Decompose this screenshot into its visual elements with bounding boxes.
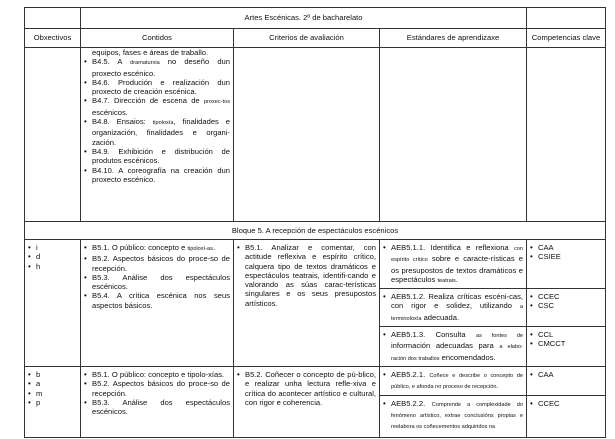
title-empty-cell (527, 8, 606, 29)
content-item (92, 379, 230, 398)
item-text: B5.1. O público: concepto e (92, 243, 188, 252)
standard-item (391, 399, 523, 433)
header-criteria: Criterios de avaliación (234, 29, 380, 48)
standard-list (380, 327, 526, 366)
content-item (92, 48, 230, 57)
competencies-list (527, 327, 605, 351)
column-header-row (25, 29, 606, 48)
competency-item: • CCEC (538, 292, 602, 301)
standard-small-text: teatrais (437, 277, 456, 284)
competencies-cell (527, 48, 606, 222)
standards-cell (380, 48, 527, 222)
title-row (25, 8, 606, 29)
item-text: B5.4. A crítica escénica nos seus aspectos básicos. (92, 291, 230, 310)
objective-item: • p (36, 398, 77, 407)
standard-item (391, 330, 523, 364)
competencies-list (527, 396, 605, 410)
item-small-text: tipoloxía (152, 120, 174, 127)
criterion-item: • B5.2. Coñecer o concepto de pú-blico, e realizar unha lectura refle-xiva e crítica do acontecer artístico e cultural, con rigor e coherencia. (245, 370, 376, 407)
competency-item: • CCEC (538, 399, 602, 408)
standard-list (380, 240, 526, 288)
content-item (92, 254, 230, 273)
item-text: escénicos. (92, 107, 128, 117)
criteria-list (234, 367, 379, 409)
competency-item: • CMCCT (538, 339, 602, 348)
competency-item: • CAA (538, 243, 602, 252)
item-text: B5.2. Aspectos básicos do proce-so de recepción. (92, 254, 230, 273)
standard-list (380, 367, 526, 395)
standard-text: . (455, 274, 458, 284)
content-item (92, 57, 230, 78)
item-text: B4.8. Ensaios: (92, 117, 153, 127)
standard-small-text: Coñece e describe o concepto de público, e afonda no proceso de recepción. (391, 372, 524, 391)
competencies-cell (527, 366, 606, 395)
content-item (92, 398, 230, 417)
standard-item (391, 370, 523, 393)
standard-cell (380, 366, 527, 395)
item-text: B5.2. Aspectos básicos do proce-so de recepción. (92, 379, 230, 398)
standard-list (380, 289, 526, 326)
content-item (92, 273, 230, 292)
content-item (92, 78, 230, 97)
objective-item: • i (36, 243, 77, 252)
contents-cell (81, 240, 234, 367)
item-text: B5.3. Análise dos espectáculos escénicos. (92, 272, 230, 292)
standard-cell (380, 289, 527, 327)
criteria-list (234, 240, 379, 310)
standard-small-text: as fontes de (475, 333, 523, 340)
contents-list (81, 367, 233, 418)
contents-cell (81, 366, 234, 437)
standard-cell (380, 395, 527, 437)
block-title-row (25, 222, 606, 240)
standard-text: AEB5.2.2. (391, 398, 432, 408)
standard-list (380, 396, 526, 435)
contents-cell (81, 48, 234, 222)
item-text: . (212, 243, 216, 252)
standard-text: sobre e caracte-rísticas e os presupostos de textos dramáticos e espectáculos (391, 254, 523, 284)
content-item (92, 243, 230, 254)
item-text: B4.6. Produción e realización dun proxecto de creación escénica. (92, 77, 230, 97)
standard-text: AEB5.1.3. Consulta (391, 330, 476, 340)
continued-row (25, 48, 606, 222)
competencies-list (527, 289, 605, 313)
item-small-text: tipoloxí-as (187, 246, 213, 252)
objectives-cell (25, 240, 81, 367)
block-title: Bloque 5. A recepción de espectáculos escénicos (25, 222, 606, 240)
objective-item: • a (36, 379, 77, 388)
competency-item: • CSIEE (538, 252, 602, 261)
header-contents: Contidos (81, 29, 234, 48)
standard-small-text: Comprende a complexidade do fenómeno artístico, extrae conclusións propias e reelabora os coñecementos adquiridos na (391, 401, 523, 431)
competencies-cell (527, 327, 606, 367)
contents-list (81, 240, 233, 312)
standard-text: AEB5.1.2. Realiza críticas escéni-cas, con rigor e solidez, utilizando (391, 292, 523, 311)
standard-text: encomendados. (439, 352, 496, 362)
competencies-list (527, 367, 605, 381)
content-item (92, 147, 230, 166)
item-text: B5.3. Análise dos espectáculos escénicos. (92, 397, 230, 417)
item-text: no deseño dun proxecto escénico. (92, 57, 230, 78)
item-text: B4.7. Dirección de escena de (92, 96, 204, 106)
content-item (92, 96, 230, 117)
content-item (92, 166, 230, 185)
standard-small-text: a terminoloxía (391, 304, 523, 322)
objectives-cell (25, 366, 81, 437)
header-objectives: Obxectivos (25, 29, 81, 48)
standard-item (391, 243, 523, 286)
item-text: B4.5. A (92, 57, 131, 67)
item-text: B5.1. O público: concepto e tipolo-xías. (92, 369, 225, 379)
standard-text: AEB5.1.1. Identifica e reflexiona (391, 243, 514, 252)
standard-small-text: a elabo-ración dos traballos (391, 344, 524, 362)
competencies-cell (527, 240, 606, 289)
objective-item: • m (36, 389, 77, 398)
item-small-text: dramaturxia (130, 60, 160, 67)
content-item (92, 370, 230, 379)
competency-item: • CCL (538, 330, 602, 339)
criterion-item: • B5.1. Analizar e comentar, con actitude reflexiva e espírito crítico, calquera tipo de textos dramáticos e espectáculos teatrais, identifi-cando e valorando as súas carac-terísticas singulares e os seus presupostos artísticos. (245, 243, 376, 308)
standard-cell (380, 327, 527, 367)
competency-item: • CSC (538, 301, 602, 310)
item-text: equipos, fases e áreas de traballo. (92, 48, 209, 57)
content-item (92, 117, 230, 147)
objective-item: • b (36, 370, 77, 379)
competencies-cell (527, 395, 606, 437)
block-row (25, 240, 606, 289)
block-row (25, 366, 606, 395)
curriculum-page (24, 7, 605, 438)
standard-text: información adecuadas para (391, 341, 500, 351)
table-title: Artes Escénicas. 2º de bacharelato (81, 8, 527, 29)
competencies-list (527, 240, 605, 264)
header-competencies: Competencias clave (527, 29, 606, 48)
objective-item: • d (36, 252, 77, 261)
content-item (92, 291, 230, 310)
item-small-text: proxec-tos (203, 99, 230, 106)
item-text: , finalidades e organización, finalidades e organi-zación. (92, 117, 230, 147)
standard-cell (380, 240, 527, 289)
objective-item: • h (36, 262, 77, 271)
title-empty-cell (25, 8, 81, 29)
objectives-cell (25, 48, 81, 222)
standard-small-text: con espírito crítico (391, 246, 523, 264)
item-text: B4.9. Exhibición e distribución de produtos escénicos. (92, 146, 230, 166)
criteria-cell (234, 240, 380, 367)
standard-text: adecuada. (421, 312, 460, 322)
standard-text: AEB5.2.1. (391, 369, 430, 379)
item-text: B4.10. A coreografía na creación dun proxecto escénico. (92, 165, 230, 184)
competency-item: • CAA (538, 370, 602, 379)
standard-item (391, 292, 523, 324)
header-standards: Estándares de aprendizaxe (380, 29, 527, 48)
competencies-cell (527, 289, 606, 327)
criteria-cell (234, 366, 380, 437)
objectives-list (25, 367, 80, 409)
criteria-cell (234, 48, 380, 222)
objectives-list (25, 240, 80, 273)
curriculum-table (24, 7, 606, 438)
